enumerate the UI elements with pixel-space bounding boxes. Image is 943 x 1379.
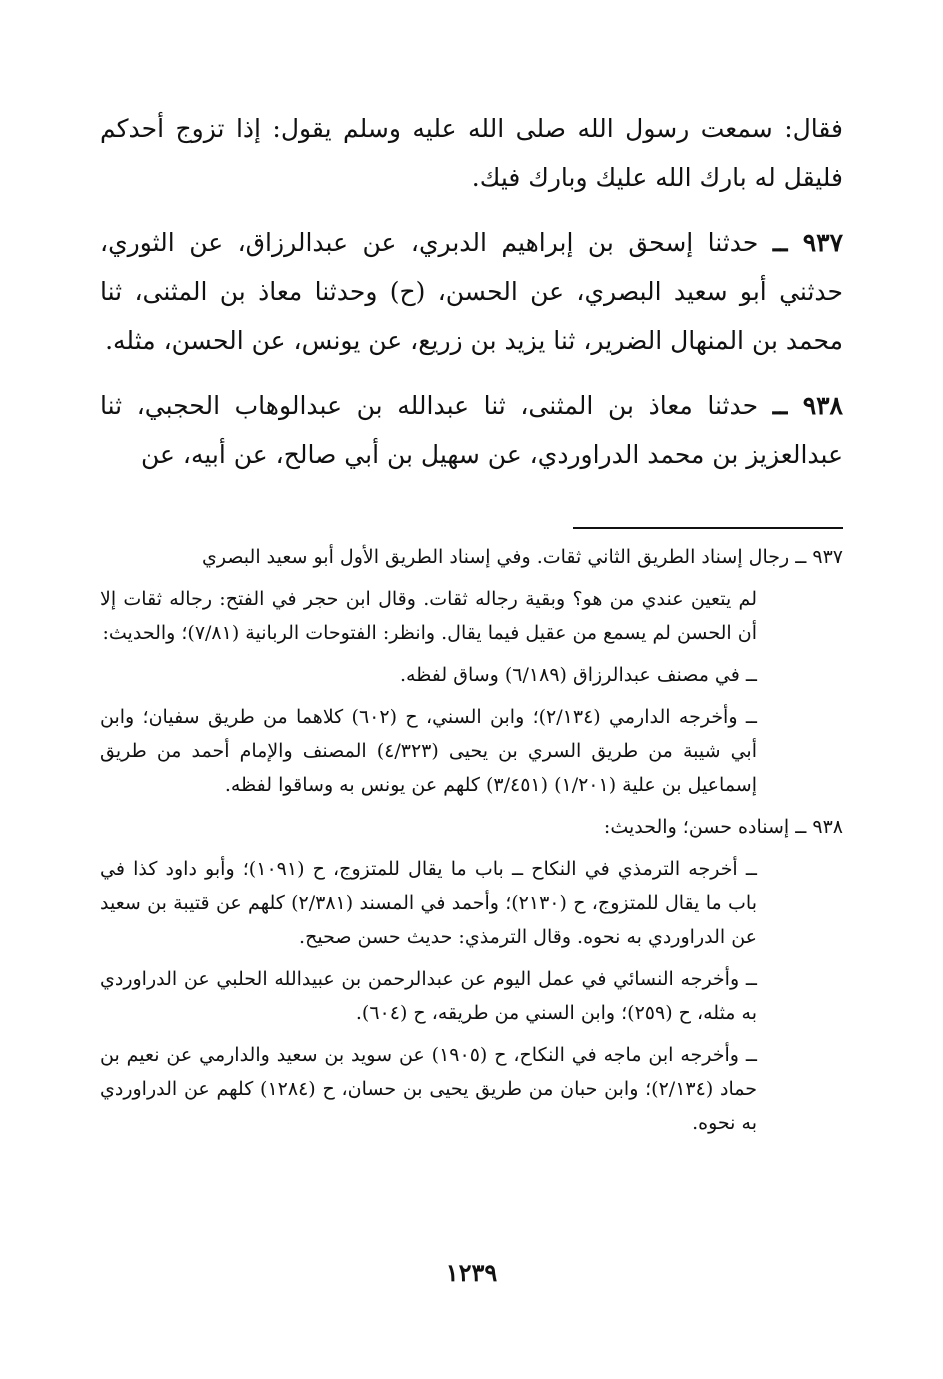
footnote-938-item: ــ وأخرجه ابن ماجه في النكاح، ح (١٩٠٥) عن سويد بن سعيد والدارمي عن نعيم بن حماد (٢/١٣٤)؛ وابن حبان من طريق يحيى بن حسان، ح (١٢٨٤) كلهم عن الدراوردي به نحوه. xyxy=(100,1044,758,1134)
main-text xyxy=(100,104,843,495)
hadith-938-text: حدثنا معاذ بن المثنى، ثنا عبدالله بن عبدالوهاب الحجبي، ثنا عبدالعزيز بن محمد الدراوردي، عن سهيل بن أبي صالح، عن أبيه، عن xyxy=(100,391,843,469)
footnote-938-item: ــ أخرجه الترمذي في النكاح ــ باب ما يقال للمتزوج، ح (١٠٩١)؛ وأبو داود كذا في باب ما يقال للمتزوج، ح (٢١٣٠)؛ وأحمد في المسند (٢/٣٨١) كلهم عن قتيبة بن سعيد عن الدراوردي به نحوه. وقال الترمذي: حديث حسن صحيح. xyxy=(100,858,758,948)
footnote-937-text: لم يتعين عندي من هو؟ وبقية رجاله ثقات. وقال ابن حجر في الفتح: رجاله ثقات إلا أن الحسن لم يسمع من عقيل فيما يقال. وانظر: الفتوحات الربانية (٧/٨١)؛ والحديث: xyxy=(100,588,757,644)
paragraph-continued: فقال: سمعت رسول الله صلى الله عليه وسلم يقول: إذا تزوج أحدكم فليقل له بارك الله عليك وبارك فيك. xyxy=(100,114,843,192)
footnote-937-item: ــ وأخرجه الدارمي (٢/١٣٤)؛ وابن السني، ح (٦٠٢) كلاهما من طريق سفيان؛ وابن أبي شيبة من طريق السري بن يحيى (٤/٣٢٣) المصنف والإمام أحمد من طريق إسماعيل بن علية (١/٢٠١) (٣/٤٥١) كلهم عن يونس به وساقوا لفظه. xyxy=(100,706,758,796)
footnotes xyxy=(100,540,843,1148)
hadith-number-938: ٩٣٨ ــ xyxy=(772,391,843,420)
footnote-937-item: ــ في مصنف عبدالرزاق (٦/١٨٩) وساق لفظه. xyxy=(399,664,757,686)
hadith-number-937: ٩٣٧ ــ xyxy=(772,228,844,257)
footnote-938-item: ــ وأخرجه النسائي في عمل اليوم عن عبدالرحمن بن عبيدالله الحلبي عن الدراوردي به مثله، ح (٢٥٩)؛ وابن السني من طريقه، ح (٦٠٤). xyxy=(100,968,757,1024)
footnote-separator xyxy=(573,527,843,529)
footnote-937-head: ٩٣٧ ــ رجال إسناد الطريق الثاني ثقات. وفي إسناد الطريق الأول أبو سعيد البصري xyxy=(201,546,843,568)
footnote-938-head: ٩٣٨ ــ إسناده حسن؛ والحديث: xyxy=(603,816,843,838)
hadith-937 xyxy=(100,218,843,365)
hadith-938 xyxy=(100,381,843,479)
page-number: ١٢٣٩ xyxy=(445,1258,498,1287)
hadith-937-text: حدثنا إسحق بن إبراهيم الدبري، عن عبدالرزاق، عن الثوري، حدثني أبو سعيد البصري، عن الحسن، (ح) وحدثنا معاذ بن المثنى، ثنا محمد بن المنهال الضرير، ثنا يزيد بن زريع، عن يونس، عن الحسن، مثله. xyxy=(100,228,843,355)
